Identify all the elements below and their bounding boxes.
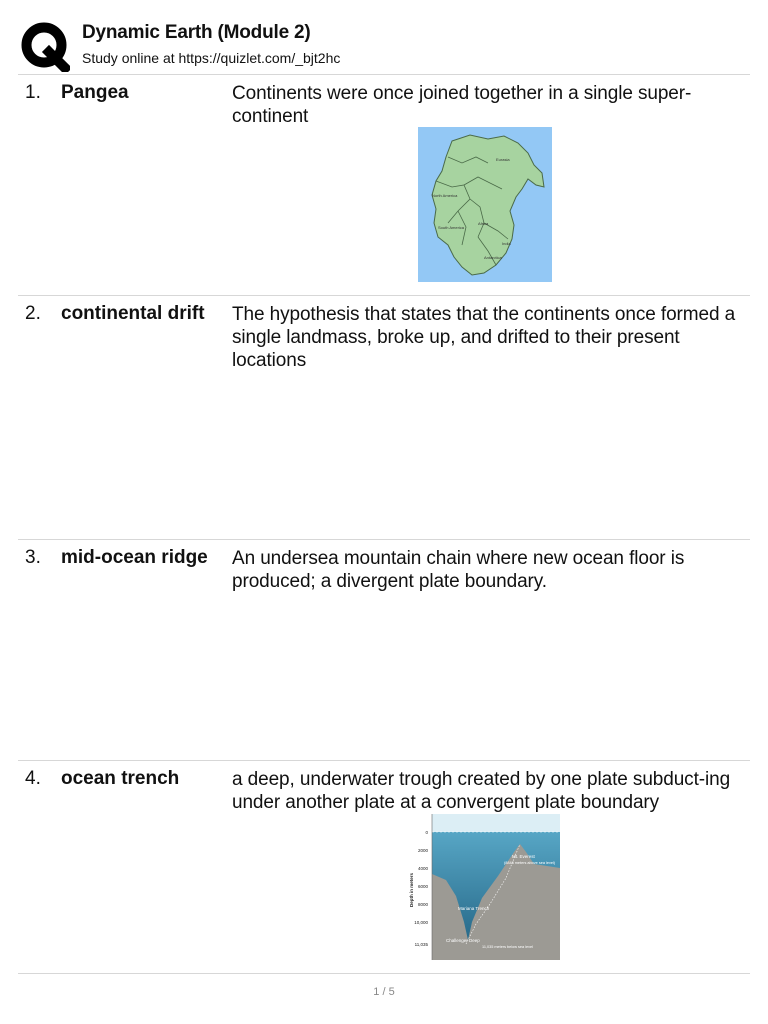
trench-label: Mariana Trench (458, 906, 490, 911)
card-number: 3. (25, 547, 41, 568)
deep-label: Challenger Deep (446, 938, 480, 943)
depth-tick: 8000 (417, 902, 428, 907)
map-label: North America (432, 193, 458, 198)
map-label: South America (438, 225, 465, 230)
card-definition: a deep, underwater trough created by one plate subduct-ing under another plate at a convergent plate boundary (232, 769, 731, 813)
card-term: ocean trench (61, 768, 180, 789)
map-label: Eurasia (496, 157, 510, 162)
card-term: mid-ocean ridge (61, 547, 208, 568)
map-label: India (502, 241, 511, 246)
pangea-map-image (418, 127, 552, 282)
divider (18, 539, 750, 540)
depth-tick: 10,000 (414, 920, 428, 925)
depth-tick: 6000 (417, 884, 428, 889)
deep-note: 11,035 meters below sea level (482, 945, 534, 949)
card-term: continental drift (61, 303, 205, 324)
map-label: Antarctica (484, 255, 502, 260)
study-link-text: Study online at https://quizlet.com/_bjt2hc (82, 50, 341, 66)
card-definition: Continents were once joined together in a single super-continent (232, 83, 692, 127)
divider (18, 973, 750, 974)
divider (18, 295, 750, 296)
depth-tick: 11,035 (414, 942, 428, 947)
depth-axis-label: Depth in meters (409, 872, 414, 908)
card-number: 4. (25, 768, 41, 789)
divider (18, 74, 750, 75)
everest-label: Mt. Everest (512, 854, 535, 859)
depth-tick: 2000 (417, 848, 428, 853)
depth-tick: 4000 (417, 866, 428, 871)
depth-tick: 0 (425, 830, 428, 835)
everest-note: (8848 meters above sea level) (504, 861, 556, 865)
page-indicator: 1 / 5 (373, 986, 395, 998)
page-header (0, 0, 768, 74)
card-number: 2. (25, 303, 41, 324)
card-definition: An undersea mountain chain where new ocean floor is produced; a divergent plate boundary. (232, 548, 685, 592)
card-term: Pangea (61, 82, 129, 103)
card-definition: The hypothesis that states that the continents once formed a single landmass, broke up, and drifted to their present locations (232, 304, 736, 371)
page-title: Dynamic Earth (Module 2) (82, 22, 311, 43)
card-number: 1. (25, 82, 41, 103)
divider (18, 760, 750, 761)
map-label: Africa (478, 221, 489, 226)
quizlet-logo-icon (20, 20, 70, 72)
ocean-trench-diagram-image (406, 814, 560, 960)
